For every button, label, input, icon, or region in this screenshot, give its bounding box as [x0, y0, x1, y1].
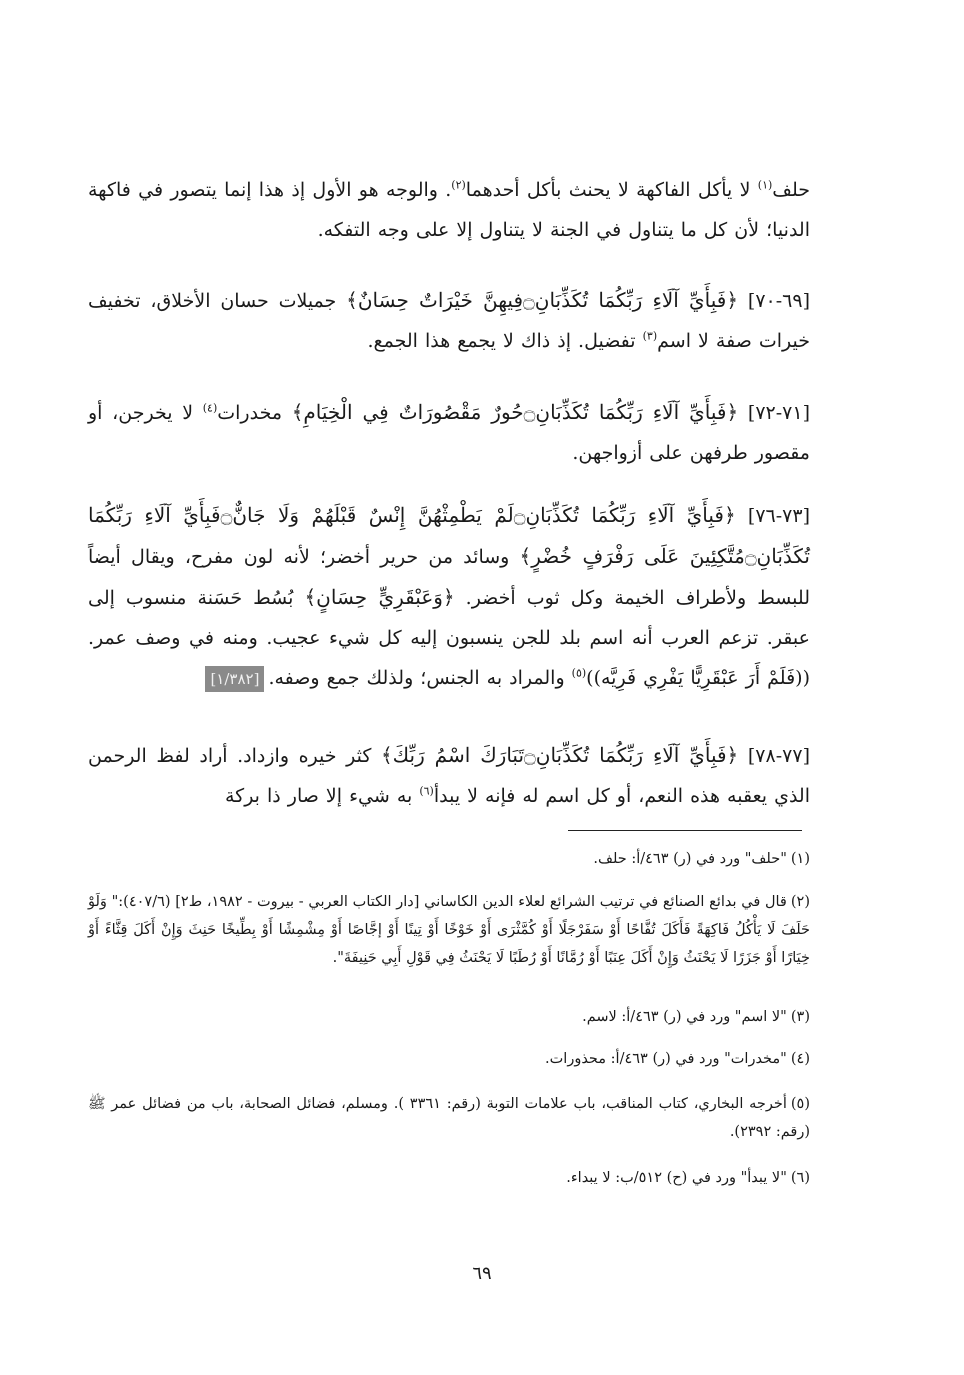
paragraph-text: مخدرات	[217, 402, 292, 424]
manuscript-page-marker: [١/٣٨٢]	[205, 666, 264, 692]
footnote-4	[88, 1045, 810, 1073]
footnote-number: (٢)	[790, 894, 810, 910]
verse-reference: [٧٣-٧٦]	[747, 505, 810, 527]
footnote-number: (٤)	[790, 1051, 810, 1067]
paragraph-text: تفضيل. إذ ذاك لا يجمع هذا الجمع.	[367, 330, 643, 352]
verse-reference: [٧١-٧٢]	[747, 402, 810, 424]
paragraph-text: جميلات حسان الأخلاق، تخفيف خيرات صفة لا اسم	[88, 290, 810, 352]
footnote-text: "مخدرات" ورد في (ر) ٤٦٣/أ: محذورات.	[545, 1051, 787, 1067]
footnote-2	[88, 888, 810, 972]
paragraph-text: والمراد به الجنس؛ ولذلك جمع وصفه.	[268, 667, 572, 689]
footnote-ref: (٦)	[419, 784, 434, 798]
quran-verse: ﴿وَعَبْقَرِيٍّ حِسَانٍ﴾	[304, 585, 455, 609]
footnote-number: (٦)	[790, 1170, 810, 1186]
footnote-6	[88, 1164, 810, 1192]
paragraph-2	[88, 280, 810, 361]
footnote-text: "لا يبدأ" ورد في (ح) ٥١٢/ب: لا يبداء.	[566, 1170, 787, 1186]
footnote-ref: (٢)	[451, 178, 466, 192]
paragraph-text: . والوجه هو الأول إذ هذا إنما يتصور في فاكهة الدنيا؛ لأن كل ما يتناول في الجنة لا يتناول إلا على وجه التفكه.	[88, 179, 810, 241]
footnote-text: قال في بدائع الصنائع في ترتيب الشرائع لعلاء الدين الكاساني [دار الكتاب العربي - بيروت - ١٩٨٢، ط٢] (٤٠٧/٦):" وَلَوْ حَلَفَ لَا يَأْكُلُ فَاكِهَةً فَأَكَلَ تُفَّاحًا أَوْ سَفَرْجَلًا أَوْ كُمَّثْرَى أَوْ خَوْخًا أَوْ تِينًا أَوْ إجَّاصًا أَوْ مِشْمِشًا أَوْ بِطِّيخًا حَنِثَ وَإِنْ أَكَلَ قِثَّاءً أَوْ خِيَارًا أَوْ جَزَرًا لَا يَحْنَثُ وَإِنْ أَكَلَ عِنَبًا أَوْ رُمَّانًا أَوْ رُطَبًا لَا يَحْنَثُ فِي قَوْلِ أَبِي حَنِيفَةَ".	[88, 894, 810, 966]
paragraph-text: حلف	[772, 179, 810, 201]
paragraph-3	[88, 392, 810, 473]
paragraph-text: لا يأكل الفاكهة لا يحنث بأكل أحدهما	[465, 179, 758, 201]
quran-verse: ﴿فَبِأَيِّ آلَاءِ رَبِّكُمَا تُكَذِّبَانِ۝تَبَارَكَ اسْمُ رَبِّكَ﴾	[380, 743, 739, 767]
footnote-ref: (١)	[757, 178, 773, 192]
page-number: ٦٩	[472, 1263, 492, 1284]
paragraph-1	[88, 170, 810, 250]
footnote-text: "حلف" ورد في (ر) ٤٦٣/أ: حلف.	[593, 851, 787, 867]
footnote-text: أخرجه البخاري، كتاب المناقب، باب علامات التوبة (رقم: ٣٣٦١ ). ومسلم، فضائل الصحابة، باب من فضائل عمر ﷺ (رقم: ٢٣٩٢).	[88, 1096, 810, 1140]
footnote-number: (١)	[790, 851, 810, 867]
paragraph-text: كثر خيره وازداد. أراد لفظ الرحمن الذي يعقبه هذه النعم، أو كل اسم له فإنه لا يبدأ	[88, 745, 810, 807]
footnote-1	[88, 845, 810, 873]
paragraph-text: بُسُط حَسَنة منسوب إلى عبقر. تزعم العرب أنه اسم بلد للجن ينسبون إليه كل شيء عجيب. ومنه في وصف عمر. ((فَلَمْ أَرَ عَبْقَرِيًّا يَفْرِي فَرِيَّه))	[88, 587, 810, 689]
quran-verse: ﴿فَبِأَيِّ آلَاءِ رَبِّكُمَا تُكَذِّبَانِ۝فِيهِنَّ خَيْرَاتٌ حِسَانٌ﴾	[346, 288, 739, 312]
paragraph-5	[88, 735, 810, 816]
verse-reference: [٦٩-٧٠]	[747, 290, 810, 312]
footnote-number: (٣)	[790, 1009, 810, 1025]
paragraph-text: وسائد من حرير أخضر؛ لأنه لون مفرح، ويقال أيضاً للبسط ولأطراف الخيمة وكل ثوب أخضر.	[88, 546, 810, 609]
paragraph-text: به شيء إلا صار ذا بركة	[224, 785, 420, 807]
paragraph-text: لا يخرجن، أو مقصور طرفهن على أزواجهن.	[88, 402, 810, 464]
verse-reference: [٧٧-٧٨]	[747, 745, 810, 767]
quran-verse: ﴿فَبِأَيِّ آلَاءِ رَبِّكُمَا تُكَذِّبَانِ۝حُورٌ مَقْصُورَاتٌ فِي الْخِيَامِ﴾	[291, 400, 739, 424]
footnote-3	[88, 1003, 810, 1031]
footnote-ref: (٤)	[202, 401, 218, 415]
footnote-ref: (٥)	[571, 666, 587, 680]
footnote-text: "لا اسم" ورد في (ر) ٤٦٣/أ: لاسم.	[582, 1009, 787, 1025]
footnote-separator	[568, 830, 802, 831]
quran-verse: ﴿فَبِأَيِّ آلَاءِ رَبِّكُمَا تُكَذِّبَانِ۝لَمْ يَطْمِثْهُنَّ إِنْسٌ قَبْلَهُمْ وَلَا جَانٌّ۝فَبِأَيِّ آلَاءِ رَبِّكُمَا تُكَذِّبَانِ۝مُتَّكِئِينَ عَلَى رَفْرَفٍ خُضْرٍ﴾	[88, 503, 810, 568]
footnote-ref: (٣)	[642, 329, 658, 343]
footnote-number: (٥)	[790, 1096, 811, 1112]
paragraph-4	[88, 495, 810, 698]
footnote-5	[88, 1090, 810, 1146]
